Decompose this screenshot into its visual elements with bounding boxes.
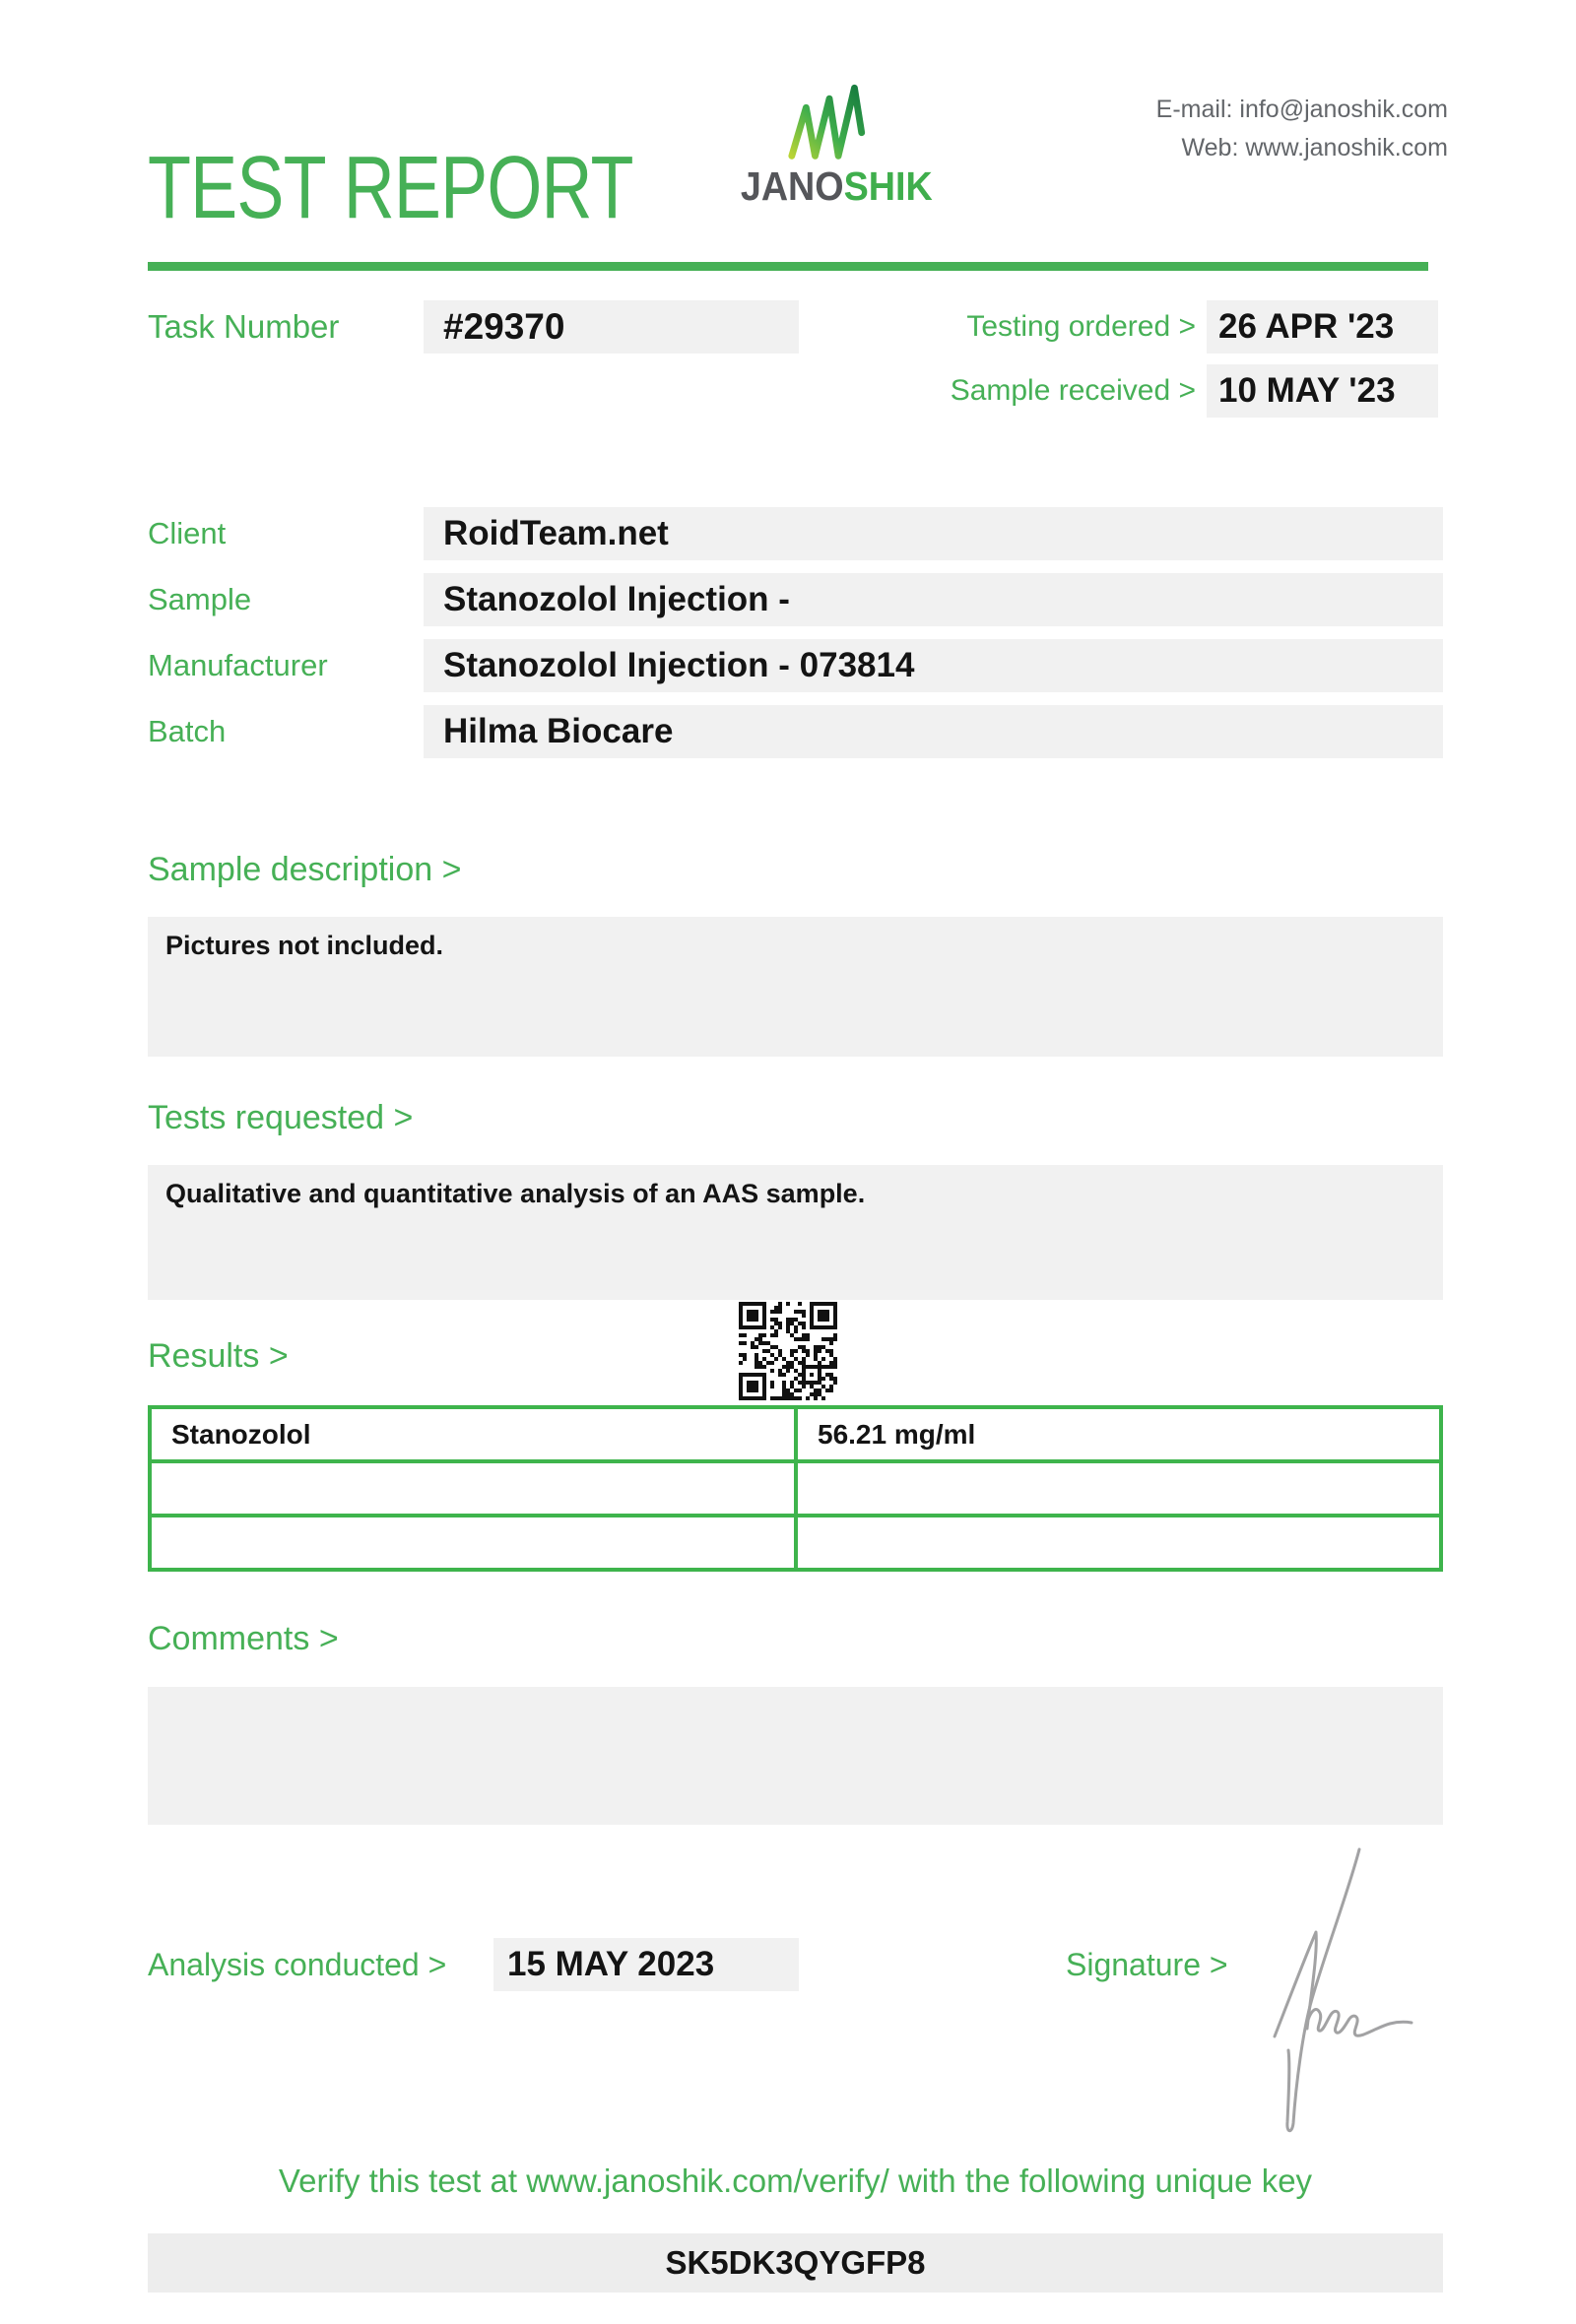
testing-ordered-label: Testing ordered > [966,310,1196,343]
sample-received-text: 10 MAY '23 [1218,371,1396,410]
task-number-value [424,300,799,354]
signature-image [1261,1843,1418,2139]
sample-description-box [148,917,1443,1057]
logo-shik-text: SHIK [843,163,933,209]
testing-ordered-text: 26 APR '23 [1218,307,1395,346]
header-divider [148,262,1428,271]
manufacturer-text: Stanozolol Injection - 073814 [443,646,915,684]
batch-text: Hilma Biocare [443,712,674,750]
manufacturer-value [424,639,1443,692]
tests-requested-text: Qualitative and quantitative analysis of an AAS sample. [165,1179,866,1208]
analysis-conducted-value [493,1938,799,1991]
qr-code-image [739,1302,837,1400]
batch-label: Batch [148,714,227,748]
client-label: Client [148,516,227,550]
result-substance-cell [150,1516,796,1570]
task-number-label: Task Number [148,308,340,345]
email-value: info@janoshik.com [1239,96,1448,123]
results-table [148,1405,1443,1572]
task-number-text: #29370 [443,306,565,347]
result-substance-cell [150,1461,796,1516]
janoshik-logo [733,81,933,210]
results-heading: Results > [148,1337,289,1375]
result-value-cell [796,1516,1441,1570]
testing-ordered-value [1207,300,1438,354]
sample-description-heading: Sample description > [148,851,462,888]
web-label: Web: [1181,133,1239,161]
signature-label: Signature > [1066,1947,1228,1982]
contact-email-line [1156,91,1448,129]
manufacturer-label: Manufacturer [148,648,328,682]
logo-wordmark [740,163,933,210]
logo-jano-text: JANO [740,163,844,209]
email-label: E-mail: [1155,96,1233,123]
result-value-cell [796,1461,1441,1516]
contact-web-line [1156,129,1448,167]
verify-instructions: Verify this test at www.janoshik.com/verify/ with the following unique key [278,2163,1313,2199]
analysis-conducted-label: Analysis conducted > [148,1947,447,1982]
analysis-conducted-text: 15 MAY 2023 [507,1945,715,1983]
client-value [424,507,1443,560]
sample-label: Sample [148,582,252,616]
comments-heading: Comments > [148,1620,339,1657]
batch-value [424,705,1443,758]
unique-key-box [148,2233,1443,2292]
sample-received-value [1207,364,1438,418]
unique-key-text: SK5DK3QYGFP8 [665,2244,926,2281]
sample-description-text: Pictures not included. [165,931,444,960]
web-value: www.janoshik.com [1245,133,1448,161]
table-row [150,1461,1441,1516]
sample-received-label: Sample received > [950,374,1196,407]
tests-requested-heading: Tests requested > [148,1099,414,1136]
result-substance-cell: Stanozolol [150,1407,796,1461]
table-row [150,1407,1441,1461]
comments-box [148,1687,1443,1825]
sample-text: Stanozolol Injection - [443,580,790,618]
sample-value [424,573,1443,626]
table-row [150,1516,1441,1570]
page-title: TEST REPORT [148,139,633,237]
result-value-cell: 56.21 mg/ml [796,1407,1441,1461]
tests-requested-box [148,1165,1443,1300]
client-text: RoidTeam.net [443,514,669,552]
chart-growth-icon [784,81,875,160]
contact-block [1156,91,1448,167]
